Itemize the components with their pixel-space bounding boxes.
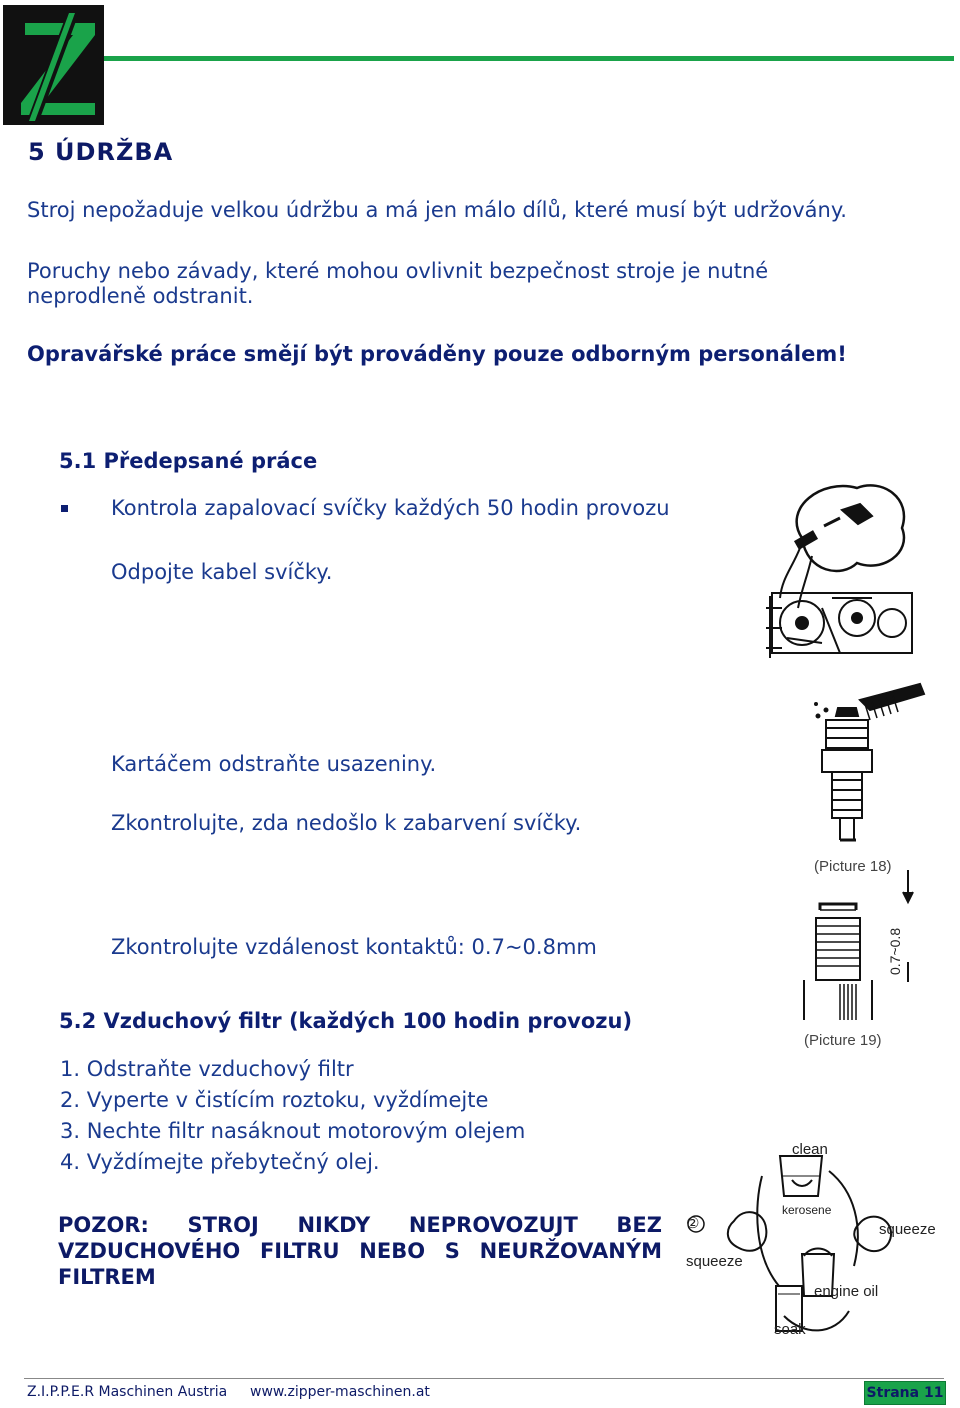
air-filter-cleaning-diagram xyxy=(684,1136,946,1342)
step-gap-check: Zkontrolujte vzdálenost kontaktů: 0.7~0.8mm xyxy=(111,935,597,959)
step-color-check: Zkontrolujte, zda nedošlo k zabarvení svíčky. xyxy=(111,811,582,835)
page-number-badge: Strana 11 xyxy=(864,1381,946,1405)
list-item: 2. Vyperte v čistícím roztoku, vyždímejte xyxy=(60,1088,489,1112)
picture-18-caption: (Picture 18) xyxy=(814,858,892,875)
gap-dimension-label: 0.7~0.8 xyxy=(887,927,903,975)
repair-note: Opravářské práce smějí být prováděny pouze odborným personálem! xyxy=(27,342,847,366)
list-item: 4. Vyždímejte přebytečný olej. xyxy=(60,1150,380,1174)
engine-oil-label: engine oil xyxy=(814,1283,879,1300)
company-logo xyxy=(3,5,104,125)
faults-text-line1: Poruchy nebo závady, které mohou ovlivnit bezpečnost stroje je nutné xyxy=(27,259,769,283)
picture-19-caption: (Picture 19) xyxy=(804,1032,882,1049)
step-disconnect: Odpojte kabel svíčky. xyxy=(111,560,333,584)
footer-company: Z.I.P.P.E.R Maschinen Austria xyxy=(27,1384,228,1400)
subsection-5-2-title: 5.2 Vzduchový filtr (každých 100 hodin provozu) xyxy=(59,1009,633,1033)
header-rule xyxy=(104,56,954,61)
subsection-5-1-title: 5.1 Předepsané práce xyxy=(59,449,318,473)
clean-label: clean xyxy=(792,1141,828,1158)
warning-text: POZOR: STROJ NIKDY NEPROVOZUJT BEZ VZDUCHOVÉHO FILTRU NEBO S NEURŽOVANÝM FILTREM xyxy=(58,1213,662,1289)
squeeze-left-label: squeeze xyxy=(686,1253,743,1270)
engine-spark-plug-illustration xyxy=(762,478,922,664)
faults-text-line2: neprodleně odstranit. xyxy=(27,284,254,308)
soak-label: soak xyxy=(774,1321,806,1338)
spark-plug-brush-illustration xyxy=(810,680,930,855)
bullet-marker xyxy=(61,505,68,512)
section-title: 5 ÚDRŽBA xyxy=(28,138,174,166)
footer-website-link[interactable]: www.zipper-maschinen.at xyxy=(250,1384,430,1400)
squeeze-right-label: squeeze xyxy=(879,1221,936,1238)
step-brush: Kartáčem odstraňte usazeniny. xyxy=(111,752,437,776)
intro-text: Stroj nepožaduje velkou údržbu a má jen málo dílů, které musí být udržovány. xyxy=(27,198,847,222)
diagram-number: ② xyxy=(686,1215,700,1232)
list-item: 3. Nechte filtr nasáknout motorovým olejem xyxy=(60,1119,526,1143)
footer-rule xyxy=(24,1378,944,1379)
spark-plug-check-bullet: Kontrola zapalovací svíčky každých 50 hodin provozu xyxy=(111,496,670,520)
list-item: 1. Odstraňte vzduchový filtr xyxy=(60,1057,354,1081)
kerosene-label: kerosene xyxy=(782,1203,832,1217)
